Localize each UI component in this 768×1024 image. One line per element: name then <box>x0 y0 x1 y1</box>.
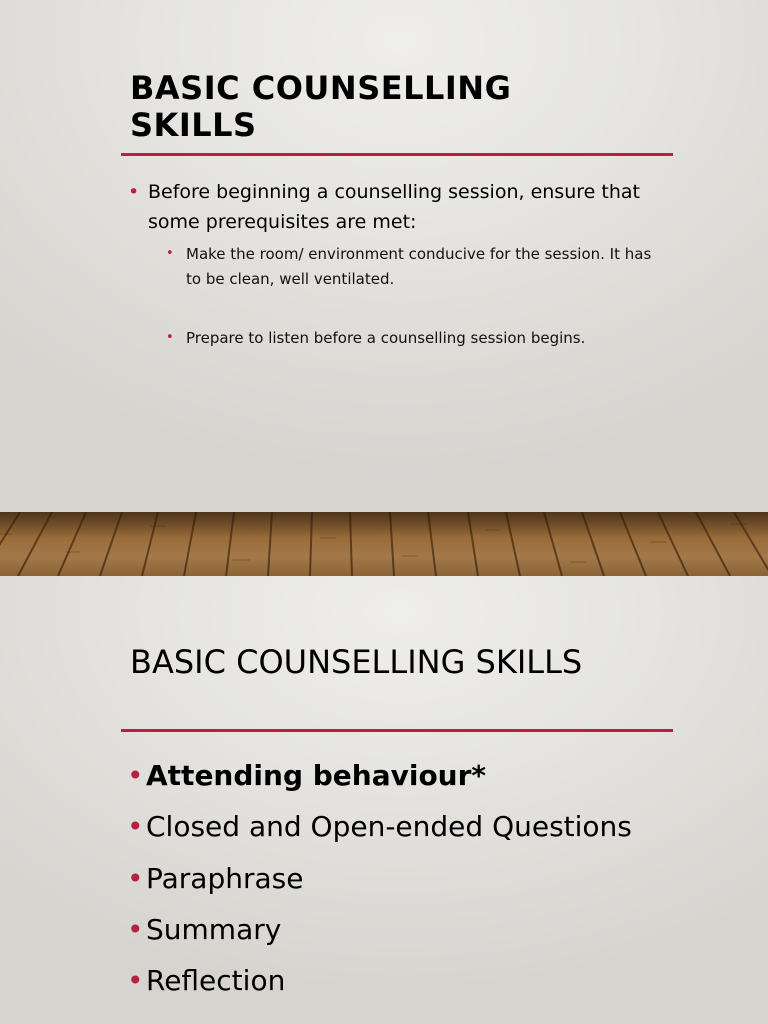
bullet-icon: • <box>127 810 144 843</box>
bullet-icon: • <box>127 913 144 946</box>
slide-1-title <box>130 70 511 144</box>
bullet-icon: • <box>166 330 174 345</box>
bullet-text: Attending behaviour* <box>146 759 487 792</box>
bullet-item <box>127 964 687 998</box>
bullet-icon: • <box>127 862 144 895</box>
slide-1-title-line-1: BASIC COUNSELLING <box>130 69 512 107</box>
bullet-item <box>128 177 668 237</box>
bullet-item <box>127 862 687 896</box>
bullet-icon: • <box>166 246 174 261</box>
wooden-floor-image <box>0 512 768 576</box>
bullet-item <box>127 913 687 947</box>
bullet-text: Paraphrase <box>146 862 304 895</box>
bullet-text: Reflection <box>146 964 286 997</box>
slide-1-title-line-2: SKILLS <box>130 106 257 144</box>
bullet-icon: • <box>127 964 144 997</box>
slide-2-title: BASIC COUNSELLING SKILLS <box>130 643 583 681</box>
bullet-text: Before beginning a counselling session, ensure that some prerequisites are met: <box>148 181 640 233</box>
bullet-icon: • <box>127 759 144 792</box>
slide-2 <box>0 576 768 1024</box>
title-divider <box>121 729 673 732</box>
floorboards-icon <box>0 512 768 576</box>
bullet-text: Closed and Open-ended Questions <box>146 810 632 843</box>
sub-bullet-text: Make the room/ environment conducive for the session. It has to be clean, well ventilated. <box>186 245 652 288</box>
bullet-icon: • <box>128 181 140 203</box>
sub-bullet-item <box>166 242 666 292</box>
bullet-item <box>127 810 687 844</box>
sub-bullet-item <box>166 326 666 351</box>
bullet-text: Summary <box>146 913 282 946</box>
title-divider <box>121 153 673 156</box>
bullet-item <box>127 759 687 793</box>
sub-bullet-text: Prepare to listen before a counselling session begins. <box>186 329 586 347</box>
